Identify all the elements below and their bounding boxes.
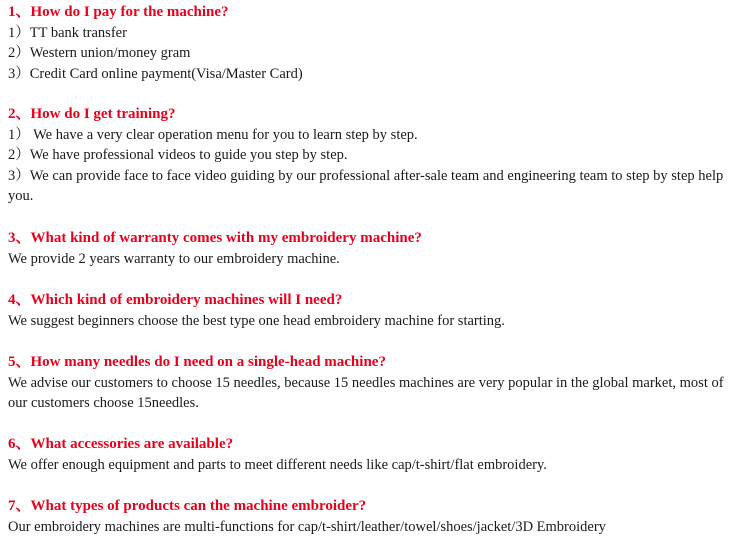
- faq-answer-line: 2）Western union/money gram: [8, 45, 191, 61]
- faq-item-needles: [8, 352, 744, 414]
- faq-item-warranty: [8, 228, 744, 269]
- faq-answer-line: 2）We have professional videos to guide you step by step.: [8, 147, 348, 163]
- faq-question: 3、What kind of warranty comes with my embroidery machine?: [8, 230, 422, 246]
- faq-answer-line: 3）Credit Card online payment(Visa/Master Card): [8, 65, 303, 82]
- faq-item-payment: [8, 2, 744, 84]
- faq-answer-line: 1）TT bank transfer: [8, 24, 127, 41]
- faq-question: 7、What types of products can the machine embroider?: [8, 498, 367, 514]
- faq-answer-line: We offer enough equipment and parts to meet different needs like cap/t-shirt/flat embroidery.: [8, 456, 547, 473]
- faq-item-training: [8, 104, 744, 207]
- faq-item-accessories: [8, 434, 744, 475]
- faq-answer-line: 1） We have a very clear operation menu for you to learn step by step.: [8, 126, 418, 143]
- faq-question: 4、Which kind of embroidery machines will I need?: [8, 292, 343, 308]
- faq-answer-line: We advise our customers to choose 15 needles, because 15 needles machines are very popular in the global market, most of our customers choose 15needles.: [8, 374, 724, 411]
- faq-question: 5、How many needles do I need on a single-head machine?: [8, 354, 386, 370]
- faq-answer-line: 3）We can provide face to face video guiding by our professional after-sale team and engineering team to step by step help you.: [8, 167, 724, 204]
- faq-answer-line: We suggest beginners choose the best type one head embroidery machine for starting.: [8, 312, 505, 329]
- faq-answer-line: Our embroidery machines are multi-functions for cap/t-shirt/leather/towel/shoes/jacket/3D Embroidery: [8, 518, 606, 535]
- faq-question: 2、How do I get training?: [8, 106, 176, 122]
- faq-question: 6、What accessories are available?: [8, 436, 234, 452]
- faq-answer-line: We provide 2 years warranty to our embroidery machine.: [8, 250, 340, 267]
- faq-item-machine-type: [8, 290, 744, 331]
- faq-question: 1、How do I pay for the machine?: [8, 4, 229, 20]
- faq-item-products: [8, 496, 744, 537]
